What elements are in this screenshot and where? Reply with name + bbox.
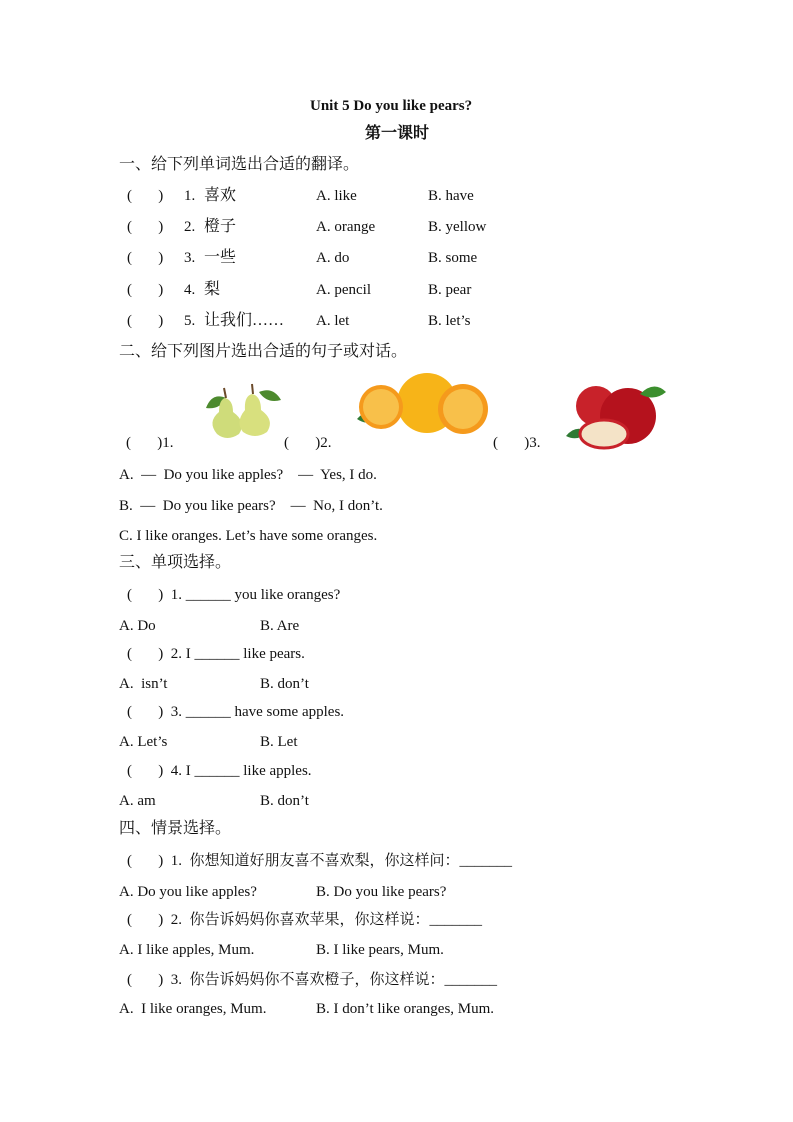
option-a: A. like (316, 188, 357, 204)
chinese-word: 梨 (204, 281, 221, 298)
option-a: A. orange (316, 219, 376, 235)
option-b: B. yellow (428, 219, 487, 235)
section1-heading: 一、给下列单词选出合适的翻译。 (119, 156, 360, 173)
question: ( ) 3. 你告诉妈妈你不喜欢橙子，你这样说：_______ (127, 972, 497, 988)
option-a: A. Do (119, 618, 156, 634)
option-b: B. pear (428, 282, 472, 298)
option-a: A. do (316, 250, 350, 266)
item-number: 3. (184, 250, 196, 266)
question: ( ) 1. ______ you like oranges? (127, 587, 341, 603)
option-a: A. pencil (316, 282, 371, 298)
chinese-word: 喜欢 (204, 187, 237, 204)
item-number: 1. (184, 188, 196, 204)
page-title: Unit 5 Do you like pears? (310, 98, 473, 114)
option-b: B. have (428, 188, 474, 204)
option-b: B. Are (260, 618, 300, 634)
option-a: A. I like apples, Mum. (119, 942, 255, 958)
option-b: B. don’t (260, 676, 309, 692)
picture-answer-blank[interactable]: ( )3. (493, 435, 541, 451)
question: ( ) 1. 你想知道好朋友喜不喜欢梨，你这样问：_______ (127, 853, 512, 869)
option-a: A. I like oranges, Mum. (119, 1001, 267, 1017)
question: ( ) 3. ______ have some apples. (127, 704, 345, 720)
picture-answer-blank[interactable]: ( )1. (126, 435, 174, 451)
chinese-word: 让我们…… (204, 312, 285, 329)
option-b: B. I don’t like oranges, Mum. (316, 1001, 495, 1017)
answer-blank[interactable]: ( ) (127, 282, 164, 298)
lesson-subtitle: 第一课时 (365, 125, 430, 142)
section2-heading: 二、给下列图片选出合适的句子或对话。 (119, 343, 408, 360)
pears-image (193, 382, 285, 442)
question: ( ) 2. 你告诉妈妈你喜欢苹果，你这样说：_______ (127, 912, 482, 928)
answer-blank[interactable]: ( ) (127, 219, 164, 235)
picture-option-c: C. I like oranges. Let’s have some oranges. (119, 528, 378, 544)
picture-option-a: A. — Do you like apples? — Yes, I do. (119, 467, 377, 483)
answer-blank[interactable]: ( ) (127, 188, 164, 204)
option-a: A. isn’t (119, 676, 168, 692)
question: ( ) 4. I ______ like apples. (127, 763, 312, 779)
option-b: B. Let (260, 734, 298, 750)
apples-image (560, 378, 668, 452)
option-a: A. Do you like apples? (119, 884, 257, 900)
picture-option-b: B. — Do you like pears? — No, I don’t. (119, 498, 383, 514)
option-b: B. some (428, 250, 478, 266)
option-b: B. Do you like pears? (316, 884, 447, 900)
question: ( ) 2. I ______ like pears. (127, 646, 305, 662)
item-number: 2. (184, 219, 196, 235)
item-number: 5. (184, 313, 196, 329)
oranges-image (353, 371, 493, 439)
answer-blank[interactable]: ( ) (127, 250, 164, 266)
answer-blank[interactable]: ( ) (127, 313, 164, 329)
chinese-word: 一些 (204, 249, 237, 266)
option-a: A. let (316, 313, 350, 329)
section4-heading: 四、情景选择。 (119, 820, 232, 837)
chinese-word: 橙子 (204, 218, 237, 235)
option-b: B. let’s (428, 313, 471, 329)
section3-heading: 三、单项选择。 (119, 554, 232, 571)
item-number: 4. (184, 282, 196, 298)
option-a: A. Let’s (119, 734, 168, 750)
option-b: B. I like pears, Mum. (316, 942, 444, 958)
option-b: B. don’t (260, 793, 309, 809)
option-a: A. am (119, 793, 156, 809)
picture-answer-blank[interactable]: ( )2. (284, 435, 332, 451)
